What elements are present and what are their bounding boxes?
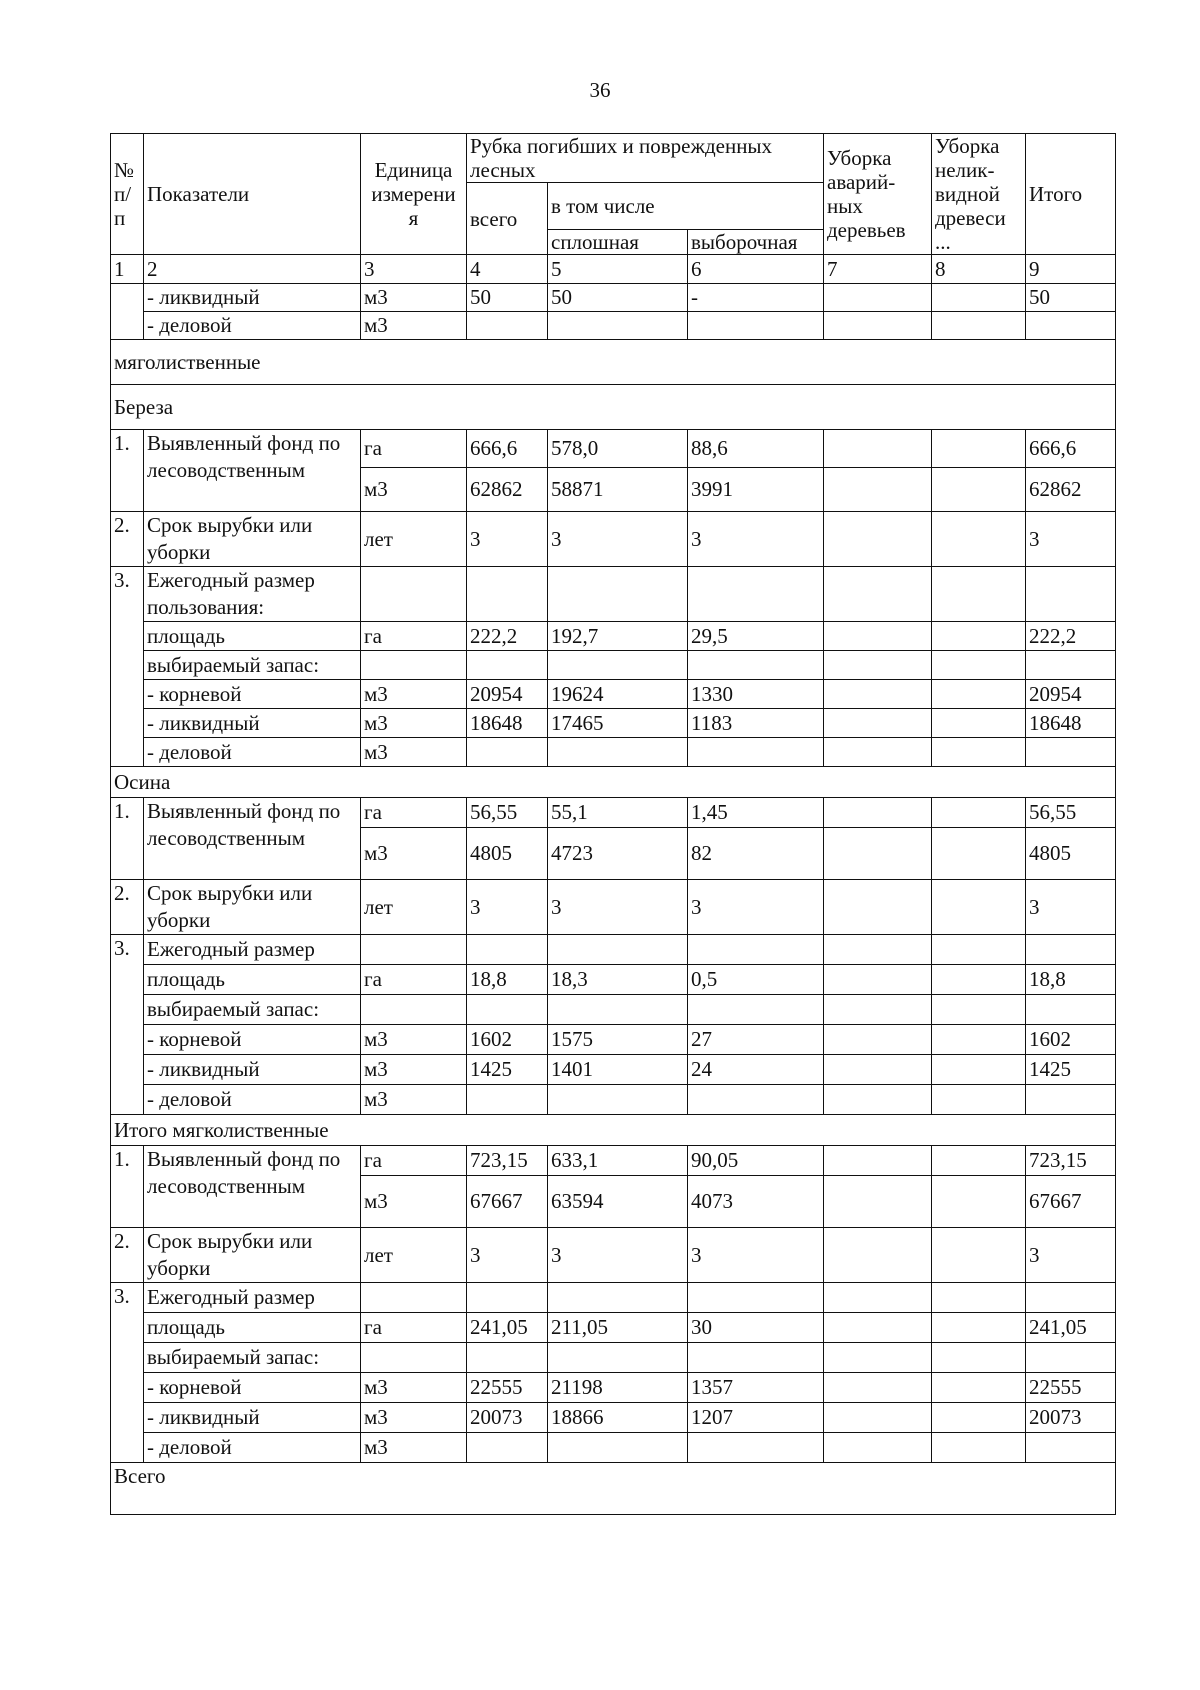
cell-selective: 29,5 [688, 622, 824, 651]
section-row [111, 385, 1116, 430]
cell-sum: 62862 [1026, 468, 1116, 512]
row-label: - деловой [144, 738, 361, 767]
cell-total: 56,55 [467, 798, 548, 828]
index-cell: 8 [932, 255, 1026, 284]
row-unit: м3 [361, 828, 467, 880]
row-unit: м3 [361, 738, 467, 767]
table-row [111, 798, 1116, 828]
row-unit: лет [361, 1228, 467, 1283]
cell-sum: 3 [1026, 1228, 1116, 1283]
row-label: Ежегодный размер [144, 935, 361, 965]
table-row [111, 651, 1116, 680]
cell-selective: 24 [688, 1055, 824, 1085]
cell-total: 62862 [467, 468, 548, 512]
cell-selective: 90,05 [688, 1146, 824, 1176]
cell-solid: 192,7 [548, 622, 688, 651]
cell-solid: 17465 [548, 709, 688, 738]
cell-selective: 1183 [688, 709, 824, 738]
table-row [111, 622, 1116, 651]
col-header-all: всего [467, 183, 548, 255]
table-row [111, 512, 1116, 567]
cell-total: 3 [467, 1228, 548, 1283]
cell-sum: 22555 [1026, 1373, 1116, 1403]
cell-solid: 633,1 [548, 1146, 688, 1176]
cell-solid: 63594 [548, 1176, 688, 1228]
table-row [111, 284, 1116, 312]
index-cell: 9 [1026, 255, 1116, 284]
section-title: Береза [111, 385, 1116, 430]
row-unit: м3 [361, 1085, 467, 1115]
row-label: - деловой [144, 312, 361, 340]
row-unit: м3 [361, 709, 467, 738]
table-row [111, 995, 1116, 1025]
row-number: 3. [111, 1283, 144, 1463]
index-cell: 7 [824, 255, 932, 284]
cell-selective: 88,6 [688, 430, 824, 468]
index-row [111, 255, 1116, 284]
row-unit: лет [361, 880, 467, 935]
cell-solid: 55,1 [548, 798, 688, 828]
cell-solid: 1575 [548, 1025, 688, 1055]
cell-sum: 4805 [1026, 828, 1116, 880]
row-label: - ликвидный [144, 1055, 361, 1085]
row-unit: м3 [361, 1055, 467, 1085]
cell-selective: 3 [688, 1228, 824, 1283]
cell-total: 1425 [467, 1055, 548, 1085]
row-label: - корневой [144, 680, 361, 709]
cell-solid: 3 [548, 512, 688, 567]
section-title: Итого мягколиственные [111, 1115, 1116, 1146]
col-header-unit: Единица измерени я [361, 134, 467, 255]
row-label: - ликвидный [144, 1403, 361, 1433]
cell-sum: 56,55 [1026, 798, 1116, 828]
cell-sum: 67667 [1026, 1176, 1116, 1228]
forest-use-table [110, 133, 1116, 1515]
row-label: - корневой [144, 1373, 361, 1403]
grand-total-title: Всего [111, 1463, 1116, 1515]
cell-selective: 1207 [688, 1403, 824, 1433]
cell-total: 18,8 [467, 965, 548, 995]
row-label: - корневой [144, 1025, 361, 1055]
cell-sum: 666,6 [1026, 430, 1116, 468]
col-header-total: Итого [1026, 134, 1116, 255]
row-number: 3. [111, 567, 144, 767]
cell-solid: 578,0 [548, 430, 688, 468]
table-row [111, 935, 1116, 965]
cell-total: 3 [467, 880, 548, 935]
cell-selective: 3 [688, 880, 824, 935]
row-unit: га [361, 965, 467, 995]
row-unit: га [361, 622, 467, 651]
table-row [111, 1085, 1116, 1115]
cell-sum: 222,2 [1026, 622, 1116, 651]
cell-sum: 18648 [1026, 709, 1116, 738]
cell-solid: 18,3 [548, 965, 688, 995]
section-title: Осина [111, 767, 1116, 798]
cell-selective: 1,45 [688, 798, 824, 828]
row-unit: м3 [361, 1176, 467, 1228]
row-number: 1. [111, 1146, 144, 1228]
cell-selective: 1357 [688, 1373, 824, 1403]
cell-solid: 3 [548, 880, 688, 935]
row-unit: га [361, 430, 467, 468]
table-row [111, 880, 1116, 935]
row-label: - деловой [144, 1433, 361, 1463]
index-cell: 3 [361, 255, 467, 284]
row-unit: м3 [361, 1025, 467, 1055]
col-header-number: № п/ п [111, 134, 144, 255]
index-cell: 2 [144, 255, 361, 284]
cell-sum: 3 [1026, 512, 1116, 567]
row-label: Выявленный фонд по лесоводственным [144, 1146, 361, 1228]
row-unit: м3 [361, 1433, 467, 1463]
row-unit: лет [361, 512, 467, 567]
row-label: Выявленный фонд по лесоводственным [144, 798, 361, 880]
table-row [111, 1146, 1116, 1176]
cell-selective: 3 [688, 512, 824, 567]
table-row [111, 567, 1116, 622]
cell-solid: 18866 [548, 1403, 688, 1433]
cell-sum: 3 [1026, 880, 1116, 935]
cell-total: 666,6 [467, 430, 548, 468]
row-number: 3. [111, 935, 144, 1115]
cell-selective: 4073 [688, 1176, 824, 1228]
col-header-illiquid: Уборка нелик- видной древеси ... [932, 134, 1026, 255]
cell-total: 241,05 [467, 1313, 548, 1343]
table-row [111, 738, 1116, 767]
cell-solid: 58871 [548, 468, 688, 512]
row-label: Срок вырубки или уборки [144, 1228, 361, 1283]
col-header-group: Рубка погибших и поврежденных лесных [467, 134, 824, 183]
cell-total: 4805 [467, 828, 548, 880]
table-row [111, 312, 1116, 340]
cell-solid: 211,05 [548, 1313, 688, 1343]
section-row [111, 767, 1116, 798]
table-row [111, 965, 1116, 995]
cell-selective: - [688, 284, 824, 312]
row-number: 2. [111, 880, 144, 935]
cell-sum: 18,8 [1026, 965, 1116, 995]
cell-solid: 1401 [548, 1055, 688, 1085]
cell-selective: 0,5 [688, 965, 824, 995]
cell-solid: 4723 [548, 828, 688, 880]
group-title: мяголиственные [111, 340, 1116, 385]
section-row [111, 1115, 1116, 1146]
row-number: 2. [111, 1228, 144, 1283]
col-header-solid: сплошная [548, 230, 688, 255]
cell-selective: 30 [688, 1313, 824, 1343]
row-unit: га [361, 1146, 467, 1176]
index-cell: 5 [548, 255, 688, 284]
table-row [111, 1025, 1116, 1055]
col-header-selective: выборочная [688, 230, 824, 255]
section-row [111, 1463, 1116, 1515]
row-number: 1. [111, 798, 144, 880]
cell-total: 3 [467, 512, 548, 567]
cell-total: 1602 [467, 1025, 548, 1055]
cell-selective: 3991 [688, 468, 824, 512]
section-row [111, 340, 1116, 385]
table-row [111, 1343, 1116, 1373]
cell-solid: 50 [548, 284, 688, 312]
row-label: Выявленный фонд по лесоводственным [144, 430, 361, 512]
table-row [111, 680, 1116, 709]
row-unit: га [361, 1313, 467, 1343]
table-row [111, 1283, 1116, 1313]
row-label: - ликвидный [144, 284, 361, 312]
row-unit: м3 [361, 680, 467, 709]
cell-total: 22555 [467, 1373, 548, 1403]
row-label: Ежегодный размер [144, 1283, 361, 1313]
table-row [111, 1228, 1116, 1283]
cell-total: 50 [467, 284, 548, 312]
cell-total: 18648 [467, 709, 548, 738]
table-row [111, 1055, 1116, 1085]
cell-solid: 3 [548, 1228, 688, 1283]
row-label: выбираемый запас: [144, 995, 361, 1025]
cell-selective: 82 [688, 828, 824, 880]
col-header-emergency: Уборка аварий- ных деревьев [824, 134, 932, 255]
index-cell: 1 [111, 255, 144, 284]
row-label: выбираемый запас: [144, 1343, 361, 1373]
cell-total: 20954 [467, 680, 548, 709]
page-number: 36 [589, 78, 611, 102]
table-row [111, 1313, 1116, 1343]
cell-total: 67667 [467, 1176, 548, 1228]
row-label: Срок вырубки или уборки [144, 880, 361, 935]
index-cell: 4 [467, 255, 548, 284]
table-row [111, 1403, 1116, 1433]
row-label: площадь [144, 622, 361, 651]
cell-selective: 27 [688, 1025, 824, 1055]
row-label: - ликвидный [144, 709, 361, 738]
cell-sum: 241,05 [1026, 1313, 1116, 1343]
cell-total: 222,2 [467, 622, 548, 651]
table-row [111, 430, 1116, 468]
table-row [111, 709, 1116, 738]
row-number: 1. [111, 430, 144, 512]
cell-solid: 19624 [548, 680, 688, 709]
cell-sum: 1602 [1026, 1025, 1116, 1055]
table-row [111, 1433, 1116, 1463]
row-label: площадь [144, 1313, 361, 1343]
col-header-indicator: Показатели [144, 134, 361, 255]
index-cell: 6 [688, 255, 824, 284]
cell-sum: 20073 [1026, 1403, 1116, 1433]
cell-sum: 50 [1026, 284, 1116, 312]
row-label: выбираемый запас: [144, 651, 361, 680]
table-row [111, 1373, 1116, 1403]
row-label: - деловой [144, 1085, 361, 1115]
row-unit: м3 [361, 468, 467, 512]
cell-sum: 1425 [1026, 1055, 1116, 1085]
row-label: Срок вырубки или уборки [144, 512, 361, 567]
col-header-incl: в том числе [548, 183, 824, 230]
row-unit: м3 [361, 1373, 467, 1403]
cell-sum: 20954 [1026, 680, 1116, 709]
cell-solid: 21198 [548, 1373, 688, 1403]
cell-total: 723,15 [467, 1146, 548, 1176]
row-unit: м3 [361, 312, 467, 340]
cell-total: 20073 [467, 1403, 548, 1433]
row-label: площадь [144, 965, 361, 995]
cell-sum: 723,15 [1026, 1146, 1116, 1176]
row-unit: м3 [361, 1403, 467, 1433]
row-number: 2. [111, 512, 144, 567]
cell-selective: 1330 [688, 680, 824, 709]
row-label: Ежегодный размер пользования: [144, 567, 361, 622]
row-unit: га [361, 798, 467, 828]
row-unit: м3 [361, 284, 467, 312]
